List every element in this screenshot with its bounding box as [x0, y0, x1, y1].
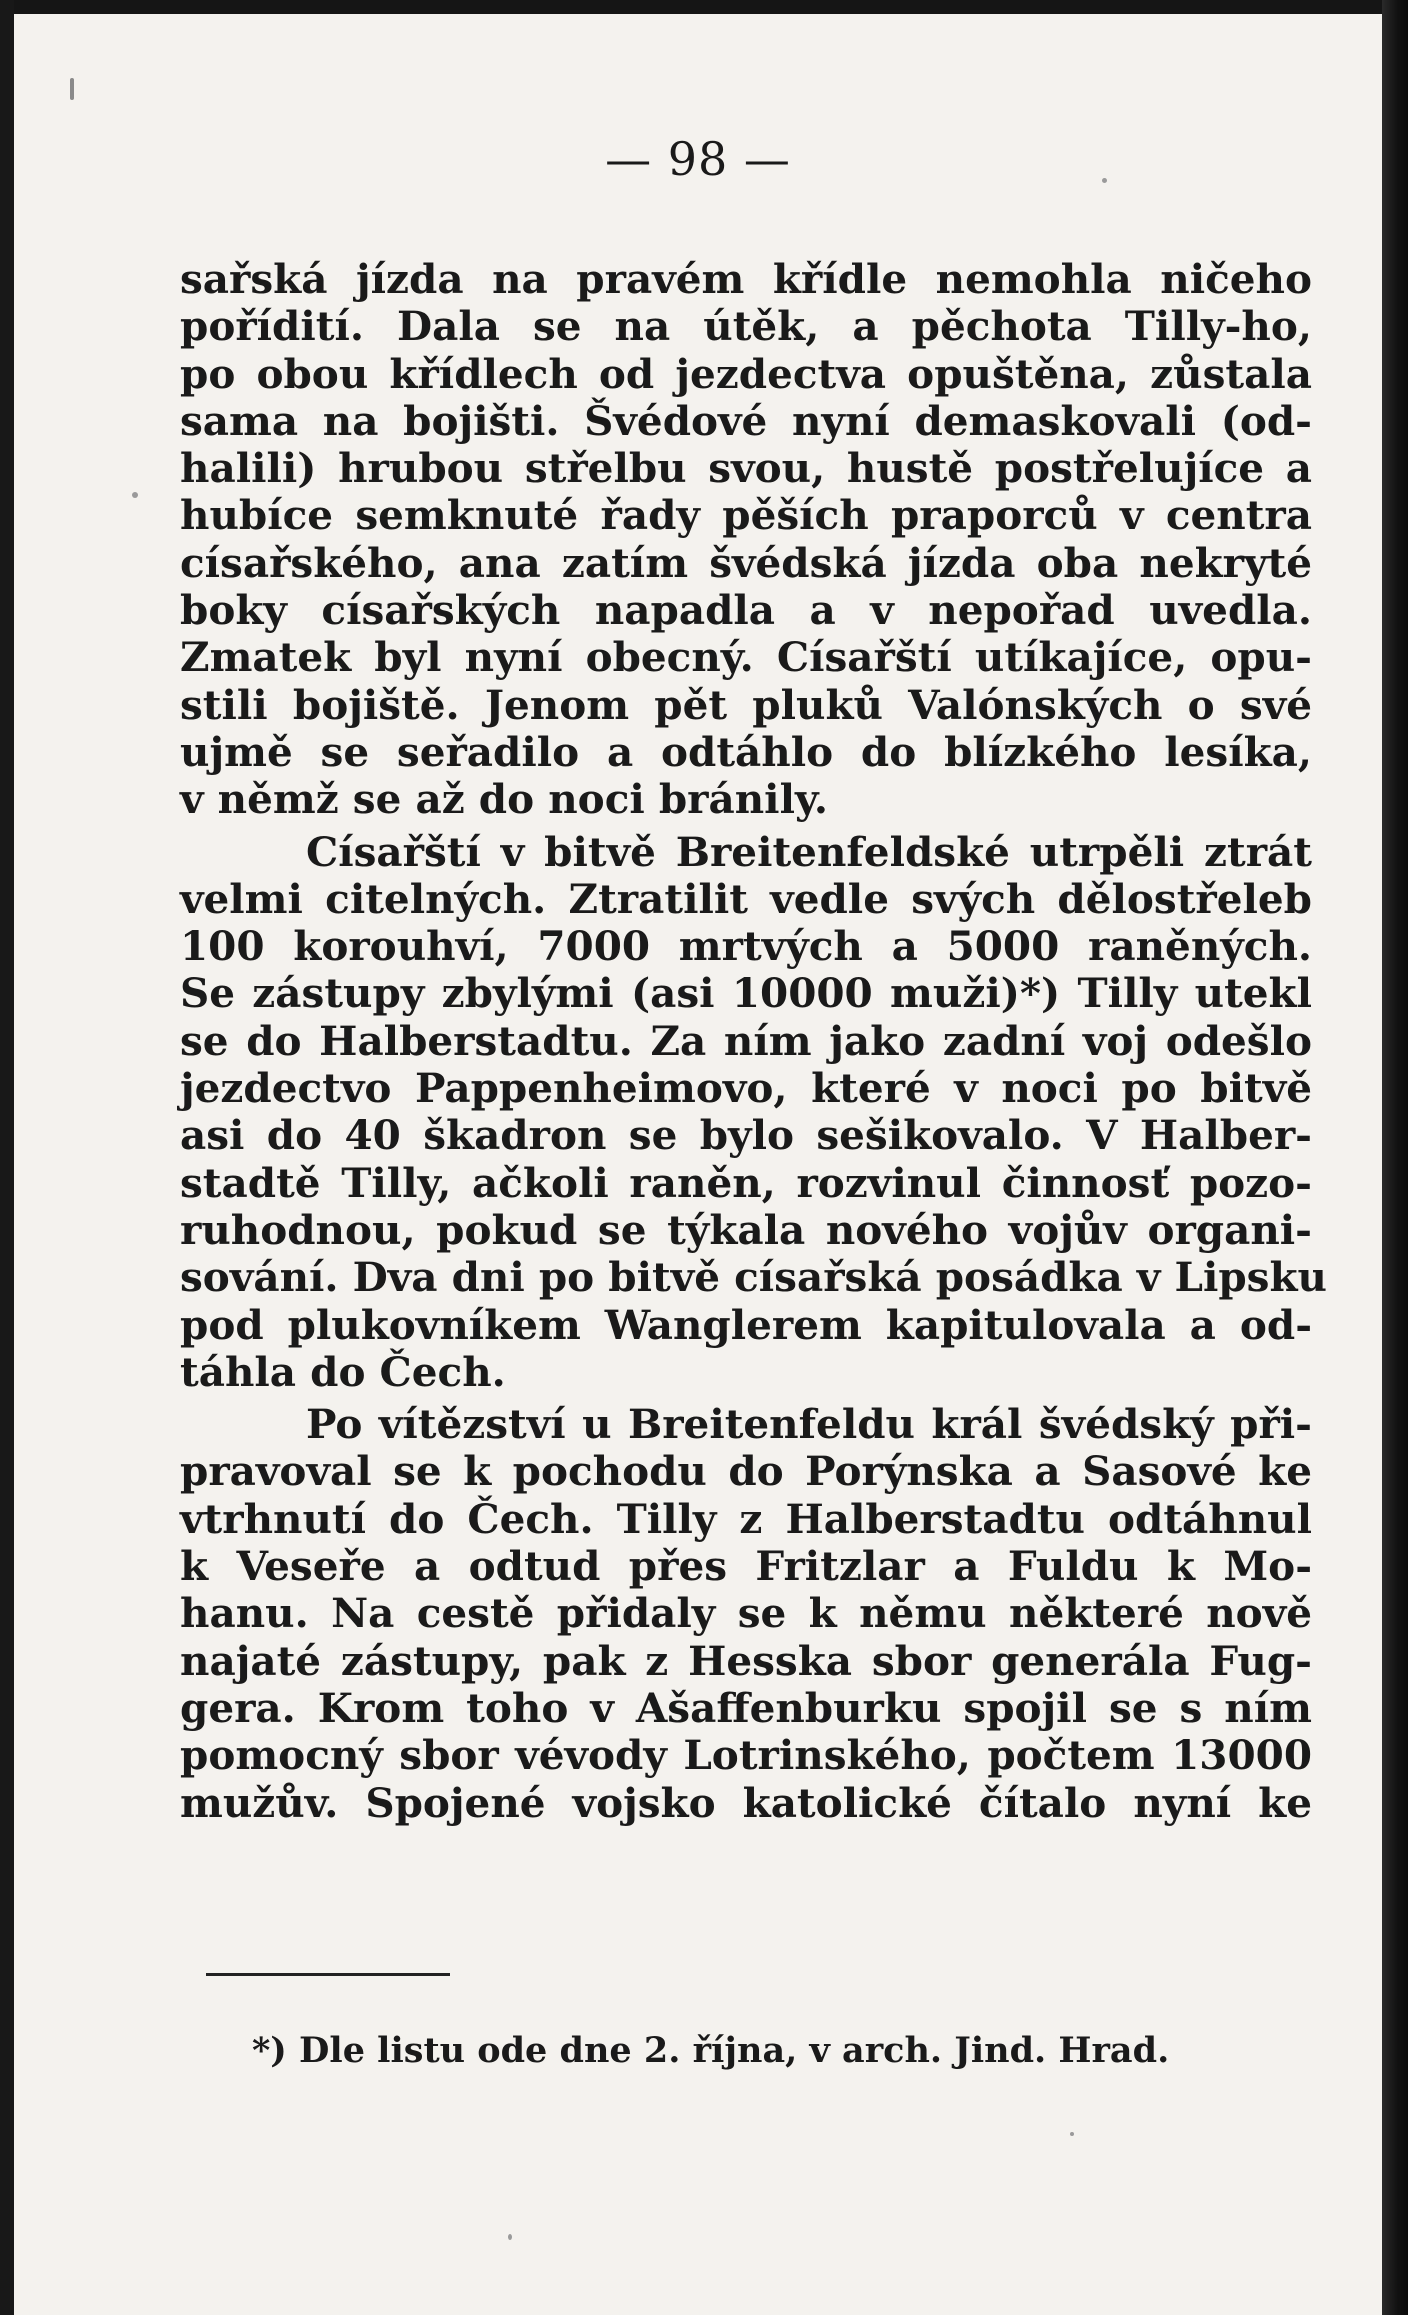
text-line: stadtě Tilly, ačkoli raněn, rozvinul činnosť pozo-	[180, 1158, 1312, 1207]
scan-speck	[132, 492, 138, 498]
text-line: Se zástupy zbylými (asi 10000 muži)*) Tilly utekl	[180, 969, 1312, 1018]
text-line: hubíce semknuté řady pěších praporců v centra	[180, 491, 1312, 540]
text-line: gera. Krom toho v Ašaffenburku spojil se s ním	[180, 1683, 1312, 1732]
footnote: *) Dle listu ode dne 2. října, v arch. Jind. Hrad.	[252, 2030, 1170, 2071]
text-line: ruhodnou, pokud se týkala nového vojův organi-	[180, 1205, 1312, 1254]
text-line: ujmě se seřadilo a odtáhlo do blízkého lesíka,	[180, 727, 1312, 776]
text-line: sování. Dva dni po bitvě císařská posádka v Lipsku	[180, 1253, 1327, 1302]
body-text	[180, 255, 1327, 1832]
text-line: 100 korouhví, 7000 mrtvých a 5000 raněných.	[180, 922, 1312, 971]
text-line: hanu. Na cestě přidaly se k němu některé nově	[180, 1589, 1312, 1638]
text-line: velmi citelných. Ztratilit vedle svých dělostřeleb	[180, 874, 1312, 923]
text-line: císařského, ana zatím švédská jízda oba nekryté	[180, 538, 1312, 587]
text-line: v němž se až do noci bránily.	[180, 775, 828, 824]
text-line: pod plukovníkem Wanglerem kapitulovala a od-	[180, 1300, 1312, 1349]
text-line: mužův. Spojené vojsko katolické čítalo nyní ke	[180, 1778, 1312, 1827]
text-line: pomocný sbor vévody Lotrinského, počtem 13000	[180, 1731, 1312, 1780]
scan-left-border	[0, 0, 14, 2315]
text-line: halili) hrubou střelbu svou, hustě postřelujíce a	[180, 444, 1312, 493]
text-line: Po vítězství u Breitenfeldu král švédský při-	[306, 1400, 1312, 1449]
scan-speck	[508, 2234, 512, 2240]
paragraph-3	[180, 1401, 1312, 1827]
scan-top-border	[0, 0, 1408, 14]
text-line: sařská jízda na pravém křídle nemohla ničeho	[180, 255, 1312, 303]
paragraph-1	[180, 256, 1312, 824]
text-line: vtrhnutí do Čech. Tilly z Halberstadtu odtáhnul	[180, 1494, 1312, 1543]
text-line: jezdectvo Pappenheimovo, které v noci po bitvě	[180, 1064, 1312, 1113]
footnote-separator	[206, 1973, 450, 1976]
paragraph-2	[180, 827, 1327, 1397]
text-line: stili bojiště. Jenom pět pluků Valónských o své	[180, 680, 1312, 729]
text-line: boky císařských napadla a v nepořad uvedla.	[180, 586, 1312, 635]
scan-speck	[1070, 2132, 1074, 2136]
book-page	[14, 14, 1382, 2315]
text-line: se do Halberstadtu. Za ním jako zadní voj odešlo	[180, 1016, 1312, 1065]
text-line: Císařští v bitvě Breitenfeldské utrpěli ztrát	[306, 827, 1312, 876]
text-line: pravoval se k pochodu do Porýnska a Sasové ke	[180, 1447, 1312, 1496]
text-line: po obou křídlech od jezdectva opuštěna, zůstala	[180, 349, 1312, 398]
text-line: sama na bojišti. Švédové nyní demaskovali (od-	[180, 396, 1312, 445]
text-line: pořídití. Dala se na útěk, a pěchota Tilly-ho,	[180, 302, 1312, 351]
text-line: Zmatek byl nyní obecný. Císařští utíkajíce, opu-	[180, 633, 1312, 682]
page-number: — 98 —	[605, 132, 791, 186]
scan-right-border	[1382, 0, 1408, 2315]
text-line: táhla do Čech.	[180, 1347, 506, 1396]
text-line: najaté zástupy, pak z Hesska sbor generála Fug-	[180, 1636, 1312, 1685]
text-line: asi do 40 škadron se bylo sešikovalo. V Halber-	[180, 1111, 1312, 1160]
scan-speck	[70, 78, 74, 100]
text-line: k Veseře a odtud přes Fritzlar a Fuldu k Mo-	[180, 1542, 1312, 1591]
